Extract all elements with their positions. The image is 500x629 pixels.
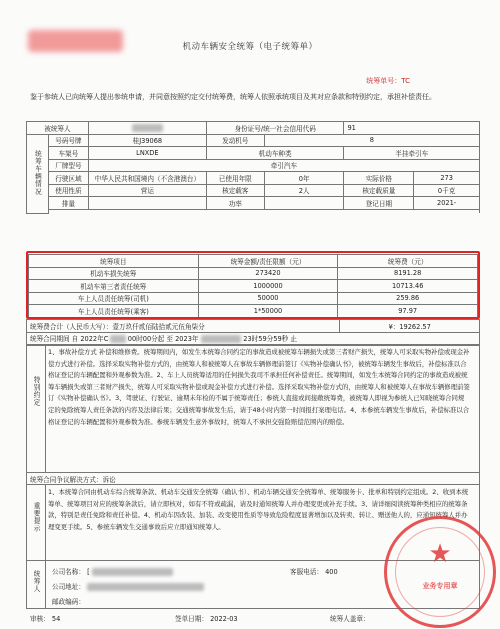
frame-label: 车架号 [48,147,88,160]
company-zip-row [52,596,85,606]
review-row [30,613,60,623]
company-phone-label: 客服电话： [290,568,323,576]
signer-row [330,613,370,623]
coverage-item: 车上人员责任统筹(司机) [29,292,199,305]
review-label: 审核： [30,615,50,623]
coverage-fee: 259.86 [338,292,478,305]
coverage-col-amount: 统筹金额/责任限额（元） [198,255,338,268]
insured-value [88,122,206,135]
coverage-col-fee: 统筹费（元） [338,255,478,268]
sign-date-label: 签单日期： [175,615,208,623]
company-label: 统筹人 [32,570,40,593]
coverage-item: 车上人员责任统筹(乘客) [29,305,199,318]
coverage-item: 机动车损失统筹 [29,267,199,280]
company-phone-value: 400 [325,568,338,576]
reg-date-label: 登记日期 [344,197,414,210]
insured-label: 被统筹人 [27,122,89,135]
type-label: 机动车种类 [206,147,344,160]
stamp-text: 业务专用章 [422,582,458,590]
seats-label: 核定载客 [206,184,264,197]
intro-text: 鉴于参统人已向统筹人提出参统申请，并同意按照约定交付统筹费，统筹人依照承统项目及其对应条款和特别约定，承担补偿责任。 [30,93,436,101]
frame-value: LNXDE [88,147,206,160]
period-start: 统筹合同期间 自 2022年C [30,335,109,344]
area-value: 中华人民共和国境内（不含港澳台） [88,172,206,185]
period-mid: 00时00分起 至 2023年 [127,335,199,344]
model-value: 牵引汽车 [88,159,479,172]
displacement-value [88,197,206,210]
total-table [26,319,480,345]
mass-label: 核定载质量 [344,184,414,197]
plate-label: 号码号牌 [48,134,88,147]
coverage-amount: 50000 [198,292,338,305]
special-terms-text: 1、事故补偿方式 补偿和维修费。统筹期间内，如发生本统筹合同约定的事故造成被统筹车辆损失或第三者财产损失，统筹人可采取实物补偿或现金补偿方式进行补偿。选择采取实物补偿方式的，由统筹人和被统筹人在事故车辆修理前签订《实物补偿确认书》，被统筹车辆发生事故后，补偿标准以合格证登记的车辆配置和外观参数为准。2、车上人员统筹适用的任何损失我司不承担任何补偿责任。统筹期间，如发生本统筹合同约定的事故造成被统筹车辆损失或第三者财产损失，统筹人可采取实物补偿或现金补偿方式进行补偿。选择采取实物补偿方式的，由统筹人和被统筹人在事故车辆修理前签订《实物补偿确认书》。3、驾驶证、行驶证、逾期未年检的不属于统筹责任；参统人直接或间接敞统筹费，被统筹人即视为参统人已知晓统筹合同规定的免除统筹人责任条款的内容及法律后果；交通统筹事故发生后，请于48小时内第一时间报打案理电话。4、本参统车辆发生事故后，补偿标准以合格证登记的车辆配置和外观参数为准。参统车辆发生意外事故时，统筹人不承担交强险赔偿范围内的赔偿。 [48,348,470,426]
coverage-fee: 97.97 [338,305,478,318]
spacer-row [48,209,479,213]
years-label: 已使用年限 [206,172,264,185]
mass-value: 0千克 [414,184,480,197]
engine-value: 8 [264,134,479,147]
id-label: 身份证号/统一社会信用代码 [206,122,344,135]
sign-date-value: 2022-03 [210,615,238,623]
official-stamp [384,516,496,628]
highlight-box [26,251,480,319]
company-zip-label: 邮政编码： [52,598,85,606]
notice-label: 重要提示 [32,502,40,533]
use-label: 使用性质 [48,184,88,197]
special-label: 特别约定 [32,376,40,407]
vehicle-section-label: 统筹车辆情况 [27,134,49,213]
seats-value: 2人 [264,184,344,197]
displacement-label: 排量 [48,197,88,210]
power-value [264,197,344,210]
notice-text: 1、本统筹合同由机动车综合统筹条款、机动车交通安全统筹（确认书）、机动车辆交通安全统筹单、统筹服务卡、批单和特别约定组成。2、收到本统筹单、统筹项目对应的统筹条款后，请立即核对，如有不符或疏漏，请及时通知统筹人并办理变更或补充手续。3、请详细阅读统筹种类相应的统筹条款，特别是责任免除和责任补偿。4、机动车因改装、加装、改变使用性质等导致危险程度显著增加以及转卖、转让、赠送他人的，应通知统筹人并办理变更手续。5、参统车辆发生交通事故后应立即通知统筹人。 [48,488,469,531]
company-address-row [52,581,204,591]
dispute-text: 统筹合同争议解决方式：诉讼 [30,476,116,484]
coverage-amount: 1000000 [198,280,338,293]
price-label: 实际价格 [344,172,414,185]
use-value: 营运 [88,184,206,197]
power-label: 功率 [206,197,264,210]
model-label: 厂牌型号 [48,159,88,172]
plate-value: 桂J39068 [88,134,206,147]
period-row [27,332,480,345]
document-number: 统筹单号：TC [366,77,410,85]
reg-date-value: 2021- [414,197,480,210]
period-end: 23时59分59秒 止 [243,335,297,344]
vehicle-info-table [26,121,480,214]
coverage-col-item: 统筹项目 [29,255,199,268]
company-name-label: 公司名称： [52,568,85,576]
id-value: 91 [344,122,480,135]
area-label: 行驶区域 [48,172,88,185]
total-label: 统筹费合计（人民币大写）：壹万玖仟贰佰陆拾贰元伍角柒分 [27,320,340,333]
coverage-amount: 1*50000 [198,305,338,318]
company-phone-row [290,566,338,576]
company-address-label: 公司地址： [52,583,85,591]
coverage-amount: 273420 [198,267,338,280]
coverage-item: 机动车第三者责任统筹 [29,280,199,293]
coverage-fee: 8191.28 [338,267,478,280]
engine-label: 发动机号 [206,134,264,147]
total-value: ¥：19262.57 [340,320,480,333]
review-value: 54 [51,615,61,623]
document-title: 机动车辆安全统筹（电子统筹单） [182,42,318,52]
sign-date-row [175,613,238,623]
company-name-value: [ [87,568,90,576]
price-value: 273 [414,172,480,185]
star-icon: ★ [428,539,452,569]
years-value: 0年 [264,172,344,185]
type-value: 半挂牵引车 [344,147,480,160]
coverage-fee: 10713.46 [338,280,478,293]
signer-label: 统筹人盖章： [330,615,370,623]
company-name-row [52,566,173,576]
